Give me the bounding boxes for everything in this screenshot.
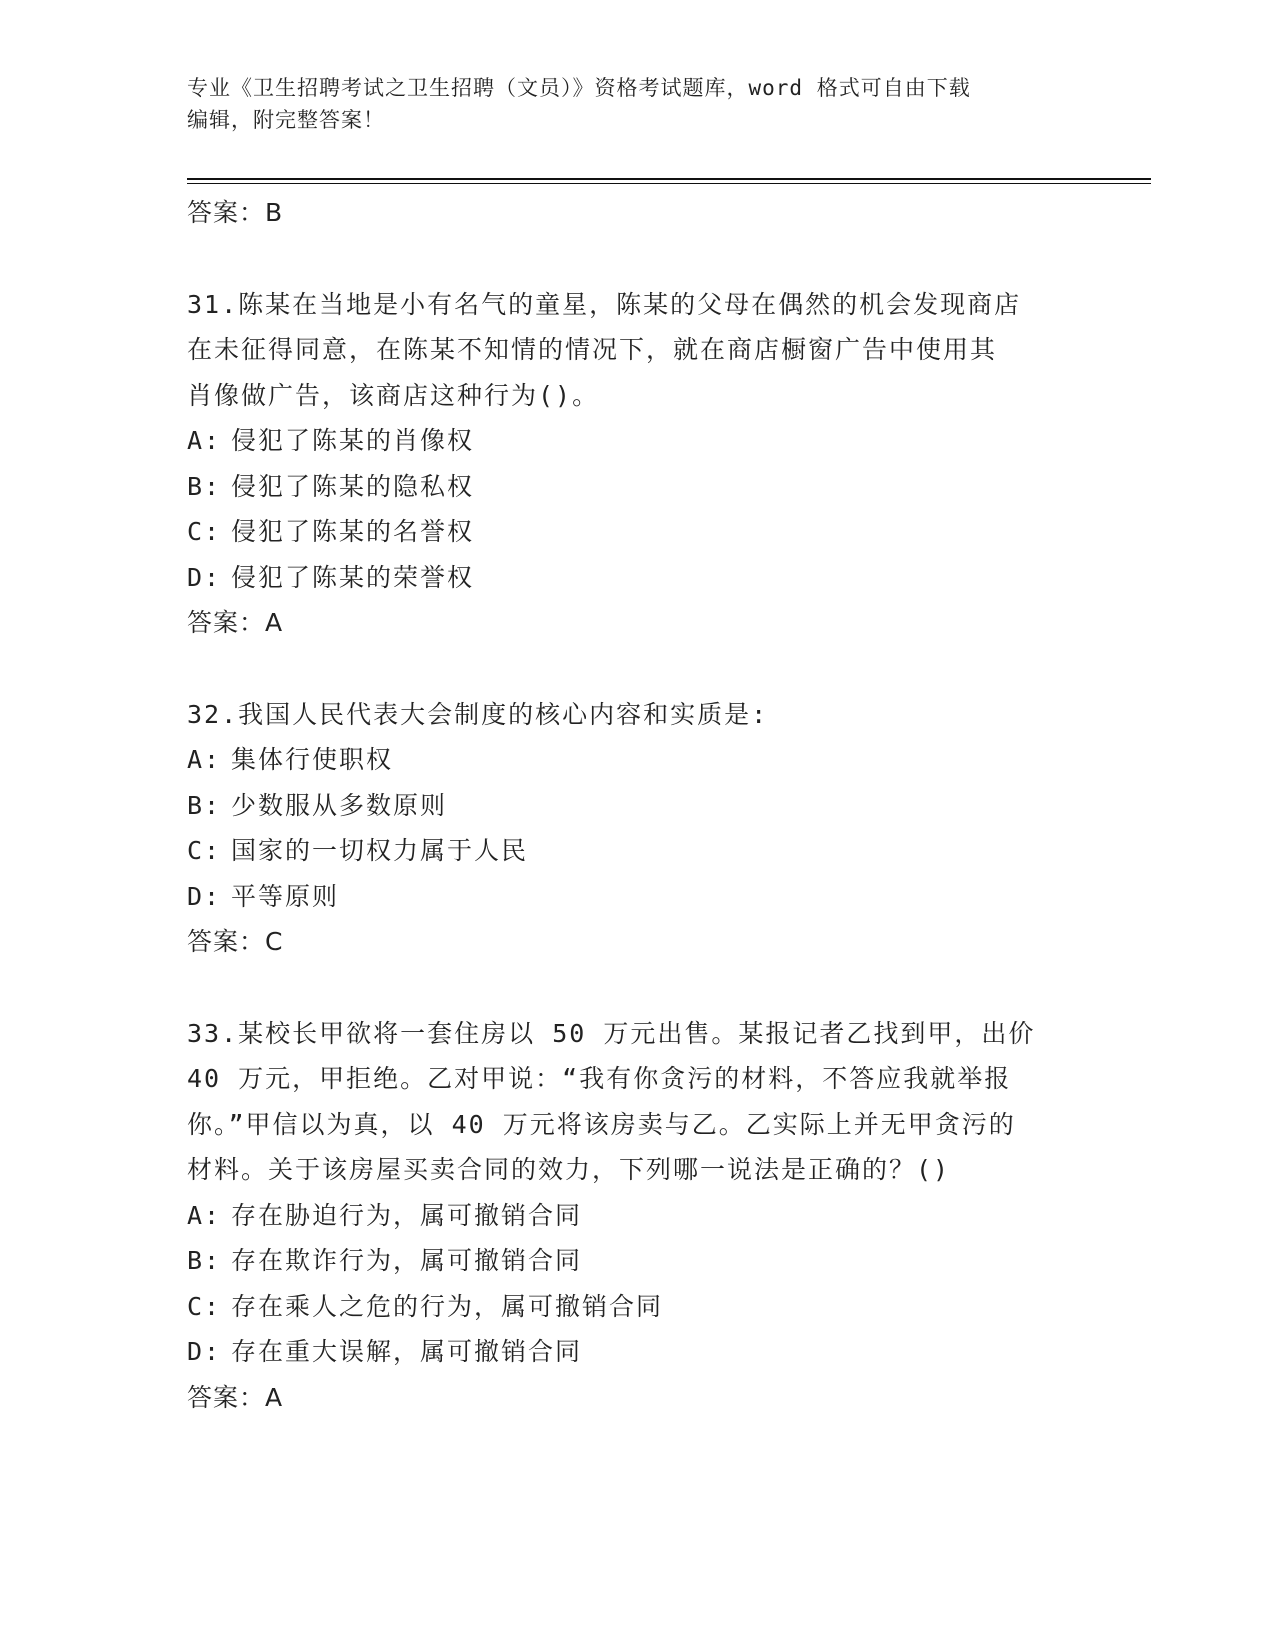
option-text: 侵犯了陈某的肖像权	[231, 426, 475, 455]
option-text: 侵犯了陈某的荣誉权	[231, 562, 475, 592]
header-divider-thin	[187, 183, 1151, 184]
answer-prefix: 答案：	[187, 1382, 266, 1412]
option-b	[187, 1238, 1087, 1284]
option-label: B:	[187, 790, 222, 820]
option-text: 平等原则	[231, 881, 340, 911]
option-label: D:	[187, 562, 222, 592]
question-answer	[187, 600, 1087, 646]
option-text: 存在乘人之危的行为，属可撤销合同	[231, 1291, 664, 1321]
option-a	[187, 1193, 1087, 1239]
document-header	[187, 72, 1067, 136]
option-label: C:	[187, 836, 222, 865]
option-d	[187, 1329, 1087, 1375]
option-c	[187, 1284, 1087, 1330]
option-label: D:	[187, 881, 222, 911]
header-line-2: 编辑，附完整答案！	[187, 108, 385, 132]
question-block	[187, 692, 1087, 965]
answer-value: A	[265, 608, 284, 637]
option-text: 侵犯了陈某的名誉权	[231, 517, 475, 546]
option-label: D:	[187, 1337, 222, 1366]
question-stem-line: 肖像做广告，该商店这种行为()。	[187, 380, 600, 410]
answer-prefix: 答案：	[187, 927, 266, 956]
question-stem-line: 你。”甲信以为真，以 40 万元将该房卖与乙。乙实际上并无甲贪污的	[187, 1109, 1016, 1139]
option-d	[187, 874, 1087, 920]
question-block	[187, 1011, 1087, 1421]
answer-value: B	[265, 198, 284, 227]
option-text: 少数服从多数原则	[231, 790, 448, 820]
option-text: 集体行使职权	[231, 745, 394, 774]
option-label: A:	[187, 745, 222, 774]
question-stem-line: 31.陈某在当地是小有名气的童星，陈某的父母在偶然的机会发现商店	[187, 289, 1022, 319]
option-text: 侵犯了陈某的隐私权	[231, 471, 475, 501]
option-text: 存在欺诈行为，属可撤销合同	[231, 1246, 583, 1275]
answer-value: C	[265, 927, 284, 956]
option-b	[187, 783, 1087, 829]
header-line-1: 专业《卫生招聘考试之卫生招聘（文员）》资格考试题库，word 格式可自由下载	[187, 76, 971, 100]
answer-value: A	[265, 1382, 284, 1412]
option-label: A:	[187, 426, 222, 455]
answer-prefix: 答案：	[187, 608, 266, 637]
option-a	[187, 418, 1087, 464]
option-text: 存在重大误解，属可撤销合同	[231, 1337, 583, 1366]
option-label: B:	[187, 1246, 222, 1275]
option-d	[187, 555, 1087, 601]
answer-prefix: 答案：	[187, 198, 266, 227]
header-divider-thick	[187, 178, 1151, 180]
question-answer	[187, 1375, 1087, 1421]
question-answer	[187, 919, 1087, 965]
question-list	[187, 190, 1087, 1420]
option-text: 国家的一切权力属于人民	[231, 836, 529, 865]
option-label: A:	[187, 1200, 222, 1230]
option-b	[187, 464, 1087, 510]
option-label: C:	[187, 517, 222, 546]
question-stem-line: 40 万元，甲拒绝。乙对甲说：“我有你贪污的材料，不答应我就举报	[187, 1064, 1012, 1093]
question-stem-line: 在未征得同意，在陈某不知情的情况下，就在商店橱窗广告中使用其	[187, 335, 998, 364]
option-a	[187, 737, 1087, 783]
option-label: C:	[187, 1291, 222, 1321]
option-text: 存在胁迫行为，属可撤销合同	[231, 1200, 583, 1230]
option-c	[187, 509, 1087, 555]
question-block	[187, 282, 1087, 646]
question-stem-line: 材料。关于该房屋买卖合同的效力，下列哪一说法是正确的？()	[187, 1155, 951, 1184]
question-stem-line: 32.我国人民代表大会制度的核心内容和实质是:	[187, 699, 769, 729]
question-stem-line: 33.某校长甲欲将一套住房以 50 万元出售。某报记者乙找到甲，出价	[187, 1018, 1036, 1048]
option-label: B:	[187, 471, 222, 501]
previous-answer	[187, 190, 1087, 236]
option-c	[187, 828, 1087, 874]
